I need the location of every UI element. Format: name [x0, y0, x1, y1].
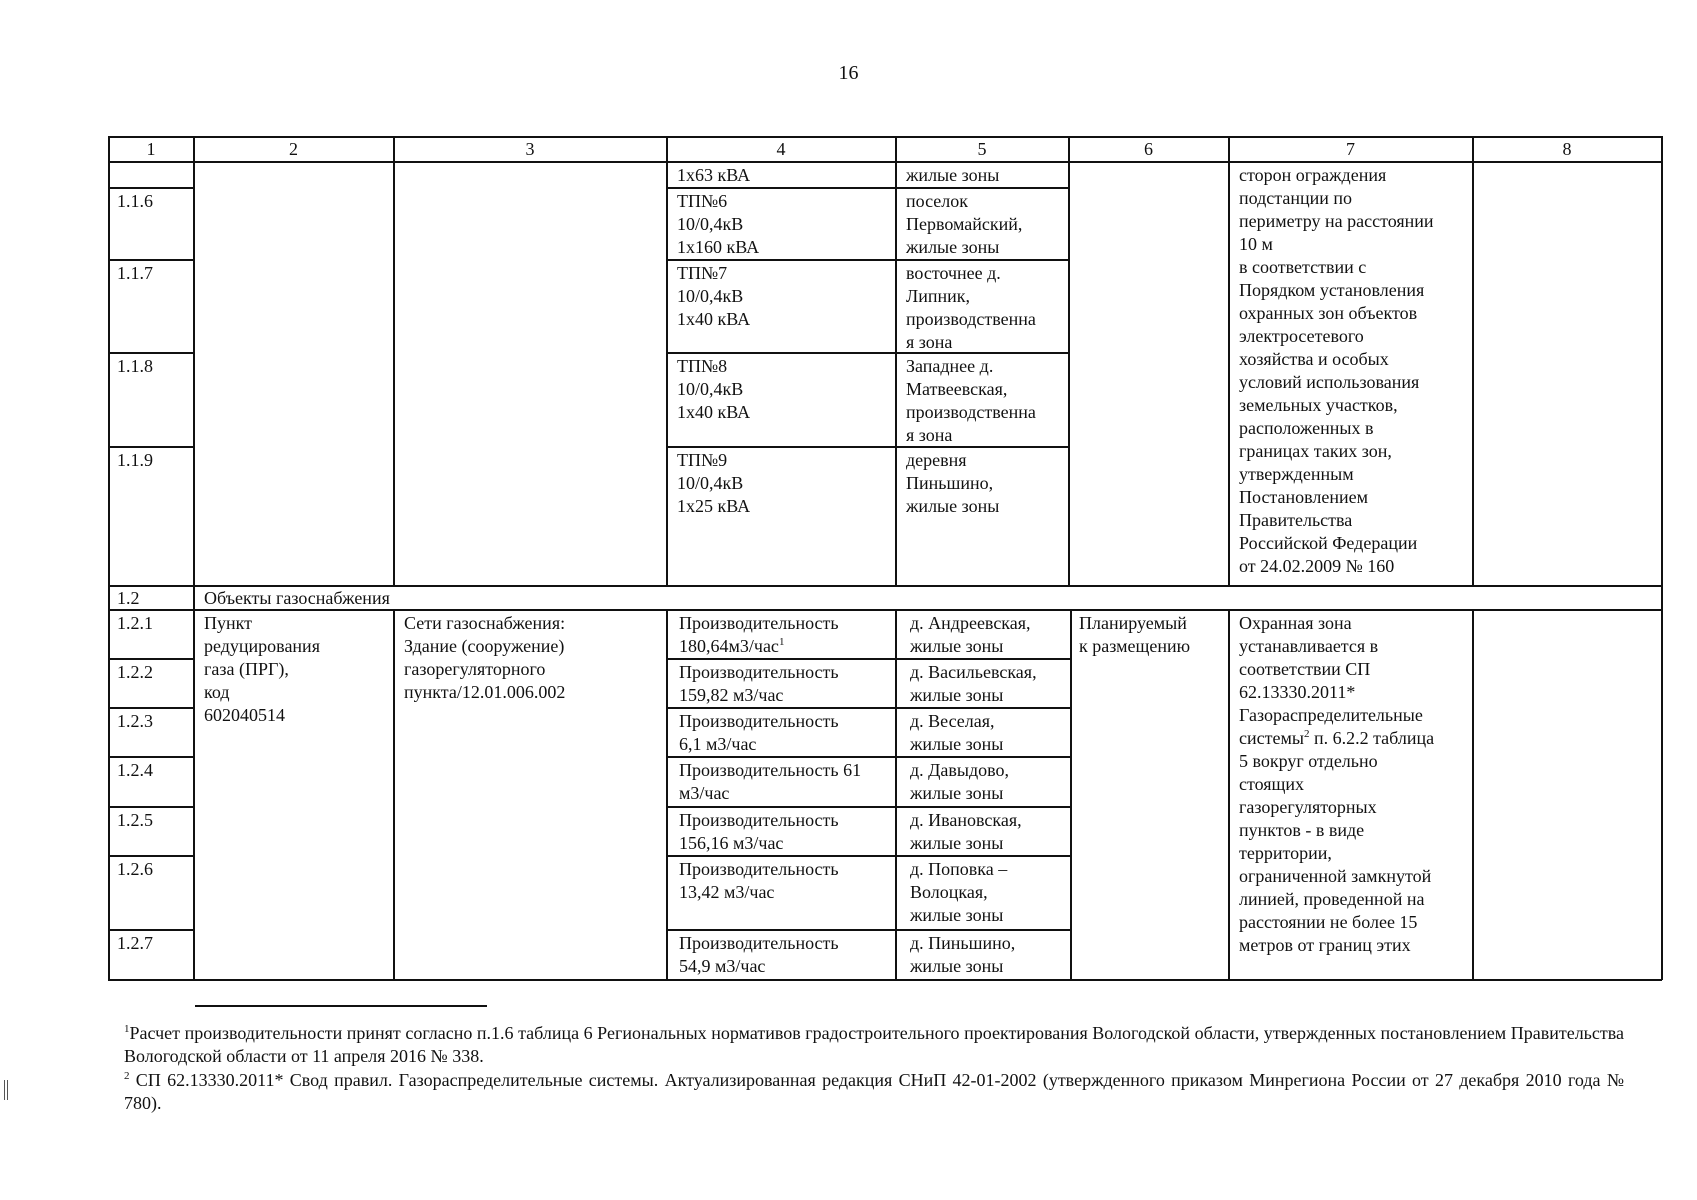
cell-object-name: Пункт редуцирования газа (ПРГ), код 602040514: [204, 613, 320, 725]
page-number: 16: [838, 62, 859, 84]
cell-row-number: 1.2.2: [117, 662, 153, 682]
cell-row-number: 1.2.6: [117, 859, 153, 879]
cell-location: д. Поповка – Волоцкая, жилые зоны: [910, 859, 1008, 925]
cell-row-number: 1.2.1: [117, 613, 153, 633]
cell-location: восточнее д. Липник, производственна я зона: [906, 263, 1036, 352]
cell-transformer: ТП№8 10/0,4кВ 1x40 кВА: [677, 356, 751, 422]
cell-location: д. Васильевская, жилые зоны: [910, 662, 1037, 705]
cell-gas-protection-zone: Охранная зона устанавливается в соответствии СП 62.13330.2011* Газораспределительные системы$^2$ п. 6.2.2 таблица 5 вокруг отдельно стоящих газорегуляторных пунктов - в виде территории, ограниченной замкнутой линией, проведенной на расстоянии не более 15 метров от границ этих: [1239, 613, 1435, 955]
cell-row-number: 1.1.8: [117, 356, 153, 376]
cell-capacity: Производительность 156,16 м3/час: [679, 810, 839, 853]
cell-capacity: Производительность 54,9 м3/час: [679, 933, 839, 976]
cell-location: д. Андреевская, жилые зоны: [910, 613, 1031, 656]
header-cell-8: 8: [1562, 139, 1572, 159]
cell-transformer: ТП№6 10/0,4кВ 1x160 кВА: [677, 191, 760, 257]
section-number: 1.2: [117, 588, 140, 608]
cell-row-number: 1.1.7: [117, 263, 153, 283]
header-cell-1: 1: [146, 139, 156, 159]
footnote-1: $^1$Расчет производительности принят согласно п.1.6 таблица 6 Региональных нормативов градостроительного проектирования Вологодской области, утвержденных постановлением Правительства Вологодской области от 11 апреля 2016 № 338.: [124, 1023, 1624, 1066]
cell-capacity: Производительность 180,64м3/час$^1$: [679, 613, 839, 656]
cell-row-number: 1.1.6: [117, 191, 153, 211]
header-cell-5: 5: [977, 139, 987, 159]
cell-row-number: 1.2.5: [117, 810, 153, 830]
cell-transformer: ТП№7 10/0,4кВ 1x40 кВА: [677, 263, 751, 329]
cell-row-number: 1.1.9: [117, 450, 153, 470]
cell-location: д. Пиньшино, жилые зоны: [910, 933, 1016, 976]
cell-transformer: ТП№9 10/0,4кВ 1x25 кВА: [677, 450, 751, 516]
cell-row-number: 1.2.3: [117, 711, 153, 731]
header-cell-7: 7: [1346, 139, 1355, 159]
cell-location: поселок Первомайский, жилые зоны: [906, 191, 1023, 257]
cell-power-protection-zone: сторон ограждения подстанции по периметру на расстоянии 10 м в соответствии с Порядком установления охранных зон объектов электросетевого хозяйства и особых условий использования земельных участков, расположенных в границах таких зон, утвержденным Постановлением Правительства Российской Федерации от 24.02.2009 № 160: [1239, 165, 1434, 576]
cell-r0-c5: жилые зоны: [906, 165, 1000, 185]
cell-capacity: Производительность 6,1 м3/час: [679, 711, 839, 754]
scan-edge-mark: [4, 1080, 5, 1100]
footnote-2: $^2$ СП 62.13330.2011* Свод правил. Газораспределительные системы. Актуализированная редакция СНиП 42-01-2002 (утвержденного приказом Минрегиона России от 27 декабря 2010 года № 780).: [124, 1070, 1624, 1113]
header-cell-3: 3: [525, 139, 535, 159]
cell-row-number: 1.2.7: [117, 933, 153, 953]
cell-capacity: Производительность 159,82 м3/час: [679, 662, 839, 705]
cell-capacity: Производительность 13,42 м3/час: [679, 859, 839, 902]
cell-capacity: Производительность 61 м3/час: [679, 760, 862, 803]
cell-location: д. Ивановская, жилые зоны: [910, 810, 1022, 853]
cell-network-type: Сети газоснабжения: Здание (сооружение) газорегуляторного пункта/12.01.006.002: [404, 613, 566, 702]
scan-edge-mark: [7, 1080, 8, 1100]
footnote-separator: [195, 1005, 487, 1007]
cell-location: деревня Пиньшино, жилые зоны: [906, 450, 1000, 516]
cell-r0-c4: 1x63 кВА: [677, 165, 751, 185]
section-title: Объекты газоснабжения: [204, 588, 390, 608]
cell-location: Западнее д. Матвеевская, производственна я зона: [906, 356, 1036, 445]
header-cell-4: 4: [776, 139, 786, 159]
cell-status: Планируемый к размещению: [1079, 613, 1191, 656]
cell-location: д. Давыдово, жилые зоны: [910, 760, 1010, 803]
header-cell-6: 6: [1144, 139, 1153, 159]
cell-row-number: 1.2.4: [117, 760, 153, 780]
header-cell-2: 2: [289, 139, 298, 159]
cell-location: д. Веселая, жилые зоны: [910, 711, 1004, 754]
